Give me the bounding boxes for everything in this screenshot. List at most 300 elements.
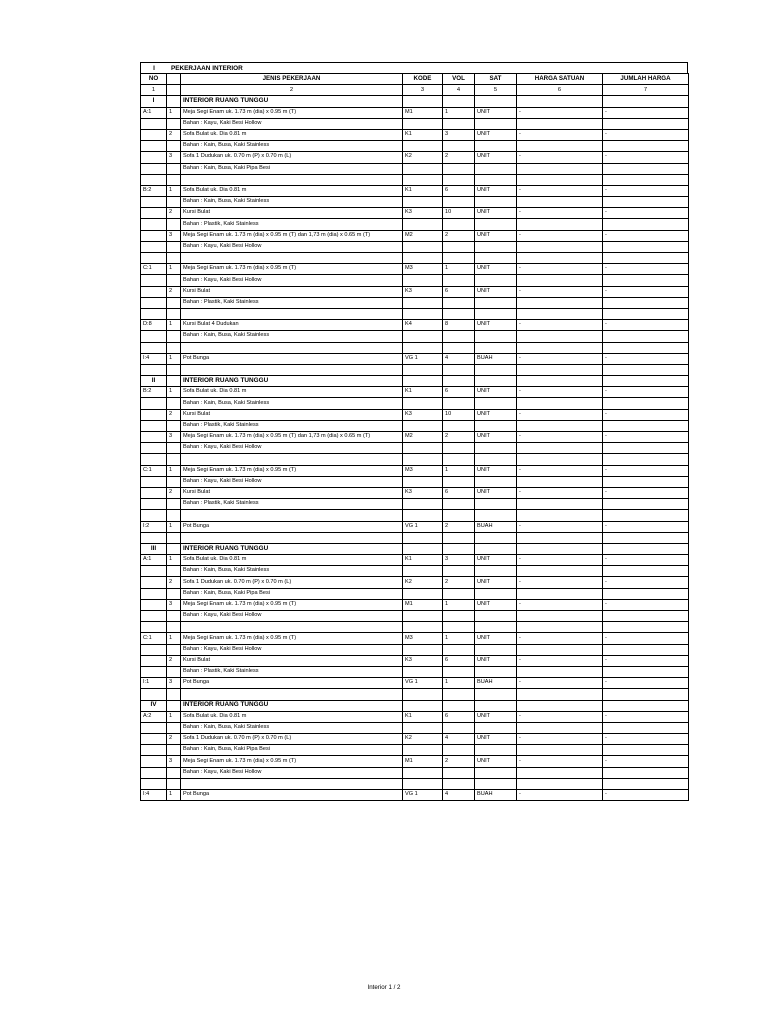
note-no [141, 611, 167, 622]
section-empty-cell [517, 376, 603, 387]
note-empty-cell [475, 275, 517, 286]
blank-cell [603, 532, 689, 543]
note-empty-cell [475, 443, 517, 454]
table-blank-row [141, 308, 689, 319]
blank-cell [167, 622, 181, 633]
cell-harga-satuan: - [517, 521, 603, 532]
cell-harga-satuan: - [517, 577, 603, 588]
note-desc: Bahan : Plastik, Kaki Stainless [181, 666, 403, 677]
cell-harga-satuan: - [517, 286, 603, 297]
blank-cell [403, 308, 443, 319]
section-title: INTERIOR RUANG TUNGGU [181, 96, 403, 107]
note-empty-cell [517, 118, 603, 129]
note-empty-cell [443, 745, 475, 756]
note-empty-cell [443, 241, 475, 252]
cell-kode: M3 [403, 264, 443, 275]
table-note-row [141, 476, 689, 487]
note-empty-cell [443, 611, 475, 622]
cell-sub: 1 [167, 107, 181, 118]
blank-cell [475, 308, 517, 319]
section-roman: I [141, 96, 167, 107]
blank-cell [141, 364, 167, 375]
table-row [141, 790, 689, 801]
note-empty-cell [603, 197, 689, 208]
table-row [141, 577, 689, 588]
note-empty-cell [603, 241, 689, 252]
note-empty-cell [443, 722, 475, 733]
cell-sat: UNIT [475, 129, 517, 140]
table-row [141, 432, 689, 443]
section-subcol [167, 376, 181, 387]
note-empty-cell [517, 443, 603, 454]
cell-jumlah-harga: - [603, 208, 689, 219]
table-row [141, 756, 689, 767]
blank-cell [603, 174, 689, 185]
table-row [141, 555, 689, 566]
note-no [141, 219, 167, 230]
note-empty-cell [443, 163, 475, 174]
cell-vol: 3 [443, 555, 475, 566]
note-desc: Bahan : Plastik, Kaki Stainless [181, 420, 403, 431]
table-row [141, 129, 689, 140]
cell-harga-satuan: - [517, 409, 603, 420]
note-empty-cell [475, 499, 517, 510]
page-footer: Interior 1 / 2 [367, 984, 401, 991]
note-desc: Bahan : Kayu, Kaki Besi Hollow [181, 443, 403, 454]
table-row [141, 387, 689, 398]
note-empty-cell [517, 767, 603, 778]
note-no [141, 297, 167, 308]
cell-no: C:1 [141, 633, 167, 644]
table-note-row [141, 118, 689, 129]
cell-vol: 8 [443, 320, 475, 331]
cell-description: Sofa Bulat uk. Dia 0.81 m [181, 185, 403, 196]
blank-cell [403, 532, 443, 543]
cell-sub: 3 [167, 678, 181, 689]
cell-sub: 1 [167, 185, 181, 196]
blank-cell [403, 622, 443, 633]
note-empty-cell [517, 141, 603, 152]
note-empty-cell [403, 163, 443, 174]
section-title: INTERIOR RUANG TUNGGU [181, 700, 403, 711]
cell-vol: 2 [443, 152, 475, 163]
table-row [141, 107, 689, 118]
note-empty-cell [475, 398, 517, 409]
section-empty-cell [443, 96, 475, 107]
cell-harga-satuan: - [517, 432, 603, 443]
cell-description: Meja Segi Enam uk. 1.73 m (dia) x 0.95 m (T) dan 1,73 m (dia) x 0.65 m (T) [181, 230, 403, 241]
note-empty-cell [443, 275, 475, 286]
blank-cell [403, 454, 443, 465]
cell-kode: K1 [403, 555, 443, 566]
note-empty-cell [443, 219, 475, 230]
section-empty-cell [443, 700, 475, 711]
note-sub [167, 722, 181, 733]
header-sat: SAT [475, 74, 517, 85]
table-section-row [141, 96, 689, 107]
table-section-row [141, 376, 689, 387]
note-empty-cell [403, 118, 443, 129]
note-empty-cell [403, 644, 443, 655]
cell-no [141, 152, 167, 163]
note-empty-cell [475, 297, 517, 308]
cell-vol: 6 [443, 711, 475, 722]
cell-sat: UNIT [475, 555, 517, 566]
cell-sub: 2 [167, 734, 181, 745]
cell-description: Meja Segi Enam uk. 1.73 m (dia) x 0.95 m (T) [181, 264, 403, 275]
note-empty-cell [517, 420, 603, 431]
blank-cell [517, 532, 603, 543]
blank-cell [443, 689, 475, 700]
blank-cell [181, 510, 403, 521]
note-empty-cell [517, 241, 603, 252]
cell-sat: UNIT [475, 185, 517, 196]
section-empty-cell [603, 700, 689, 711]
cell-vol: 6 [443, 487, 475, 498]
cell-no [141, 286, 167, 297]
cell-jumlah-harga: - [603, 655, 689, 666]
blank-cell [181, 532, 403, 543]
section-empty-cell [603, 96, 689, 107]
blank-cell [167, 308, 181, 319]
cell-harga-satuan: - [517, 387, 603, 398]
blank-cell [517, 253, 603, 264]
note-desc: Bahan : Kayu, Kaki Besi Hollow [181, 476, 403, 487]
section-empty-cell [603, 376, 689, 387]
note-desc: Bahan : Plastik, Kaki Stainless [181, 219, 403, 230]
table-note-row [141, 666, 689, 677]
table-blank-row [141, 510, 689, 521]
table-blank-row [141, 778, 689, 789]
note-no [141, 141, 167, 152]
blank-cell [475, 253, 517, 264]
cell-sub: 1 [167, 633, 181, 644]
cell-kode: M1 [403, 599, 443, 610]
cell-jumlah-harga: - [603, 711, 689, 722]
cell-vol: 2 [443, 577, 475, 588]
note-sub [167, 588, 181, 599]
note-empty-cell [403, 767, 443, 778]
cell-jumlah-harga: - [603, 230, 689, 241]
note-empty-cell [517, 275, 603, 286]
cell-harga-satuan: - [517, 465, 603, 476]
table-header-row [141, 74, 689, 85]
note-empty-cell [475, 331, 517, 342]
table-note-row [141, 163, 689, 174]
note-empty-cell [475, 420, 517, 431]
cell-sat: UNIT [475, 577, 517, 588]
cell-harga-satuan: - [517, 678, 603, 689]
cell-sat: UNIT [475, 711, 517, 722]
cell-description: Sofa Bulat uk. Dia 0.81 m [181, 129, 403, 140]
note-empty-cell [475, 219, 517, 230]
blank-cell [141, 253, 167, 264]
note-desc: Bahan : Kayu, Kaki Besi Hollow [181, 644, 403, 655]
cell-description: Pot Bunga [181, 521, 403, 532]
cell-jumlah-harga: - [603, 678, 689, 689]
note-no [141, 722, 167, 733]
cell-description: Sofa Bulat uk. Dia 0.81 m [181, 711, 403, 722]
blank-cell [475, 174, 517, 185]
blank-cell [443, 622, 475, 633]
blank-cell [475, 454, 517, 465]
note-sub [167, 197, 181, 208]
section-empty-cell [475, 700, 517, 711]
note-empty-cell [403, 275, 443, 286]
note-no [141, 197, 167, 208]
blank-cell [181, 342, 403, 353]
table-note-row [141, 331, 689, 342]
blank-cell [443, 364, 475, 375]
cell-jumlah-harga: - [603, 353, 689, 364]
cell-kode: K2 [403, 577, 443, 588]
blank-cell [403, 342, 443, 353]
blank-cell [167, 532, 181, 543]
cell-no [141, 129, 167, 140]
blank-cell [603, 253, 689, 264]
cell-no: I:4 [141, 790, 167, 801]
table-note-row [141, 588, 689, 599]
blank-cell [403, 174, 443, 185]
cell-no: A:2 [141, 711, 167, 722]
note-empty-cell [517, 566, 603, 577]
cell-jumlah-harga: - [603, 790, 689, 801]
cell-jumlah-harga: - [603, 633, 689, 644]
section-roman: IV [141, 700, 167, 711]
cell-description: Meja Segi Enam uk. 1.73 m (dia) x 0.95 m (T) [181, 633, 403, 644]
note-empty-cell [403, 219, 443, 230]
blank-cell [475, 689, 517, 700]
note-desc: Bahan : Kayu, Kaki Besi Hollow [181, 275, 403, 286]
cell-sat: BUAH [475, 678, 517, 689]
note-empty-cell [403, 443, 443, 454]
cell-no: I:1 [141, 678, 167, 689]
cell-vol: 6 [443, 387, 475, 398]
note-empty-cell [603, 476, 689, 487]
top-title-text: PEKERJAAN INTERIOR [171, 64, 243, 72]
note-empty-cell [443, 588, 475, 599]
cell-kode: M1 [403, 756, 443, 767]
cell-description: Kursi Bulat [181, 208, 403, 219]
note-empty-cell [517, 476, 603, 487]
cell-harga-satuan: - [517, 230, 603, 241]
note-empty-cell [443, 118, 475, 129]
section-title: INTERIOR RUANG TUNGGU [181, 543, 403, 554]
cell-kode: K1 [403, 129, 443, 140]
cell-vol: 2 [443, 230, 475, 241]
note-sub [167, 745, 181, 756]
note-empty-cell [475, 611, 517, 622]
cell-description: Meja Segi Enam uk. 1.73 m (dia) x 0.95 m (T) dan 1,73 m (dia) x 0.65 m (T) [181, 432, 403, 443]
table-blank-row [141, 689, 689, 700]
note-empty-cell [443, 141, 475, 152]
cell-no [141, 230, 167, 241]
cell-sat: UNIT [475, 633, 517, 644]
note-empty-cell [517, 745, 603, 756]
note-sub [167, 297, 181, 308]
cell-sat: UNIT [475, 152, 517, 163]
blank-cell [403, 689, 443, 700]
cell-harga-satuan: - [517, 107, 603, 118]
blank-cell [181, 174, 403, 185]
boq-sheet [140, 62, 688, 801]
cell-no [141, 409, 167, 420]
table-row [141, 320, 689, 331]
cell-sat: BUAH [475, 790, 517, 801]
cell-vol: 2 [443, 432, 475, 443]
note-empty-cell [443, 476, 475, 487]
note-empty-cell [517, 588, 603, 599]
note-desc: Bahan : Kain, Busa, Kaki Stainless [181, 197, 403, 208]
blank-cell [517, 510, 603, 521]
note-no [141, 644, 167, 655]
section-title: INTERIOR RUANG TUNGGU [181, 376, 403, 387]
note-no [141, 118, 167, 129]
cell-jumlah-harga: - [603, 107, 689, 118]
cell-sat: UNIT [475, 409, 517, 420]
note-empty-cell [603, 443, 689, 454]
blank-cell [517, 454, 603, 465]
note-sub [167, 331, 181, 342]
note-no [141, 745, 167, 756]
note-empty-cell [443, 398, 475, 409]
table-note-row [141, 745, 689, 756]
cell-vol: 1 [443, 264, 475, 275]
cell-vol: 1 [443, 678, 475, 689]
cell-sub: 2 [167, 487, 181, 498]
table-note-row [141, 767, 689, 778]
note-empty-cell [517, 398, 603, 409]
note-empty-cell [517, 666, 603, 677]
cell-no: C:1 [141, 264, 167, 275]
blank-cell [517, 778, 603, 789]
cell-vol: 6 [443, 185, 475, 196]
blank-cell [141, 174, 167, 185]
cell-jumlah-harga: - [603, 555, 689, 566]
colnum-3: 3 [403, 85, 443, 96]
note-desc: Bahan : Plastik, Kaki Stainless [181, 499, 403, 510]
note-desc: Bahan : Kain, Busa, Kaki Stainless [181, 331, 403, 342]
cell-sat: UNIT [475, 286, 517, 297]
note-desc: Bahan : Kain, Busa, Kaki Pipa Besi [181, 588, 403, 599]
note-sub [167, 420, 181, 431]
note-empty-cell [475, 197, 517, 208]
section-empty-cell [517, 543, 603, 554]
blank-cell [141, 308, 167, 319]
blank-cell [603, 622, 689, 633]
note-desc: Bahan : Kain, Busa, Kaki Stainless [181, 566, 403, 577]
note-desc: Bahan : Kayu, Kaki Besi Hollow [181, 767, 403, 778]
blank-cell [167, 253, 181, 264]
colnum-7: 7 [603, 85, 689, 96]
blank-cell [603, 778, 689, 789]
note-sub [167, 476, 181, 487]
section-subcol [167, 96, 181, 107]
colnum-4: 4 [443, 85, 475, 96]
blank-cell [475, 778, 517, 789]
cell-kode: K1 [403, 185, 443, 196]
blank-cell [603, 454, 689, 465]
cell-vol: 10 [443, 409, 475, 420]
cell-no [141, 655, 167, 666]
cell-kode: K1 [403, 711, 443, 722]
note-no [141, 420, 167, 431]
note-empty-cell [403, 197, 443, 208]
note-empty-cell [443, 644, 475, 655]
cell-sub: 1 [167, 711, 181, 722]
table-row [141, 353, 689, 364]
colnum-6: 6 [517, 85, 603, 96]
blank-cell [517, 689, 603, 700]
note-no [141, 331, 167, 342]
note-empty-cell [403, 566, 443, 577]
note-sub [167, 611, 181, 622]
cell-sat: UNIT [475, 599, 517, 610]
cell-sub: 2 [167, 129, 181, 140]
note-sub [167, 499, 181, 510]
cell-kode: M2 [403, 230, 443, 241]
cell-description: Meja Segi Enam uk. 1.73 m (dia) x 0.95 m (T) [181, 107, 403, 118]
blank-cell [475, 510, 517, 521]
cell-harga-satuan: - [517, 208, 603, 219]
cell-description: Pot Bunga [181, 790, 403, 801]
blank-cell [167, 342, 181, 353]
header-blank [167, 74, 181, 85]
cell-sat: BUAH [475, 353, 517, 364]
cell-harga-satuan: - [517, 129, 603, 140]
cell-harga-satuan: - [517, 152, 603, 163]
table-blank-row [141, 342, 689, 353]
section-empty-cell [443, 543, 475, 554]
table-row [141, 521, 689, 532]
blank-cell [167, 454, 181, 465]
cell-description: Sofa Bulat uk. Dia 0.81 m [181, 555, 403, 566]
section-empty-cell [403, 543, 443, 554]
blank-cell [167, 778, 181, 789]
note-empty-cell [475, 241, 517, 252]
blank-cell [181, 253, 403, 264]
table-row [141, 409, 689, 420]
note-empty-cell [517, 499, 603, 510]
cell-sat: BUAH [475, 521, 517, 532]
note-sub [167, 275, 181, 286]
cell-sub: 3 [167, 152, 181, 163]
cell-kode: VG 1 [403, 521, 443, 532]
cell-sub: 1 [167, 521, 181, 532]
note-empty-cell [403, 588, 443, 599]
note-empty-cell [443, 443, 475, 454]
cell-kode: VG 1 [403, 353, 443, 364]
table-row [141, 734, 689, 745]
cell-kode: K3 [403, 409, 443, 420]
note-empty-cell [603, 141, 689, 152]
blank-cell [403, 778, 443, 789]
cell-harga-satuan: - [517, 711, 603, 722]
cell-harga-satuan: - [517, 185, 603, 196]
blank-cell [603, 689, 689, 700]
note-empty-cell [475, 141, 517, 152]
cell-sub: 1 [167, 264, 181, 275]
cell-description: Meja Segi Enam uk. 1.73 m (dia) x 0.95 m (T) [181, 756, 403, 767]
note-empty-cell [443, 566, 475, 577]
blank-cell [141, 778, 167, 789]
note-empty-cell [475, 163, 517, 174]
cell-no [141, 756, 167, 767]
blank-cell [443, 253, 475, 264]
note-no [141, 666, 167, 677]
cell-no [141, 487, 167, 498]
cell-kode: K3 [403, 208, 443, 219]
